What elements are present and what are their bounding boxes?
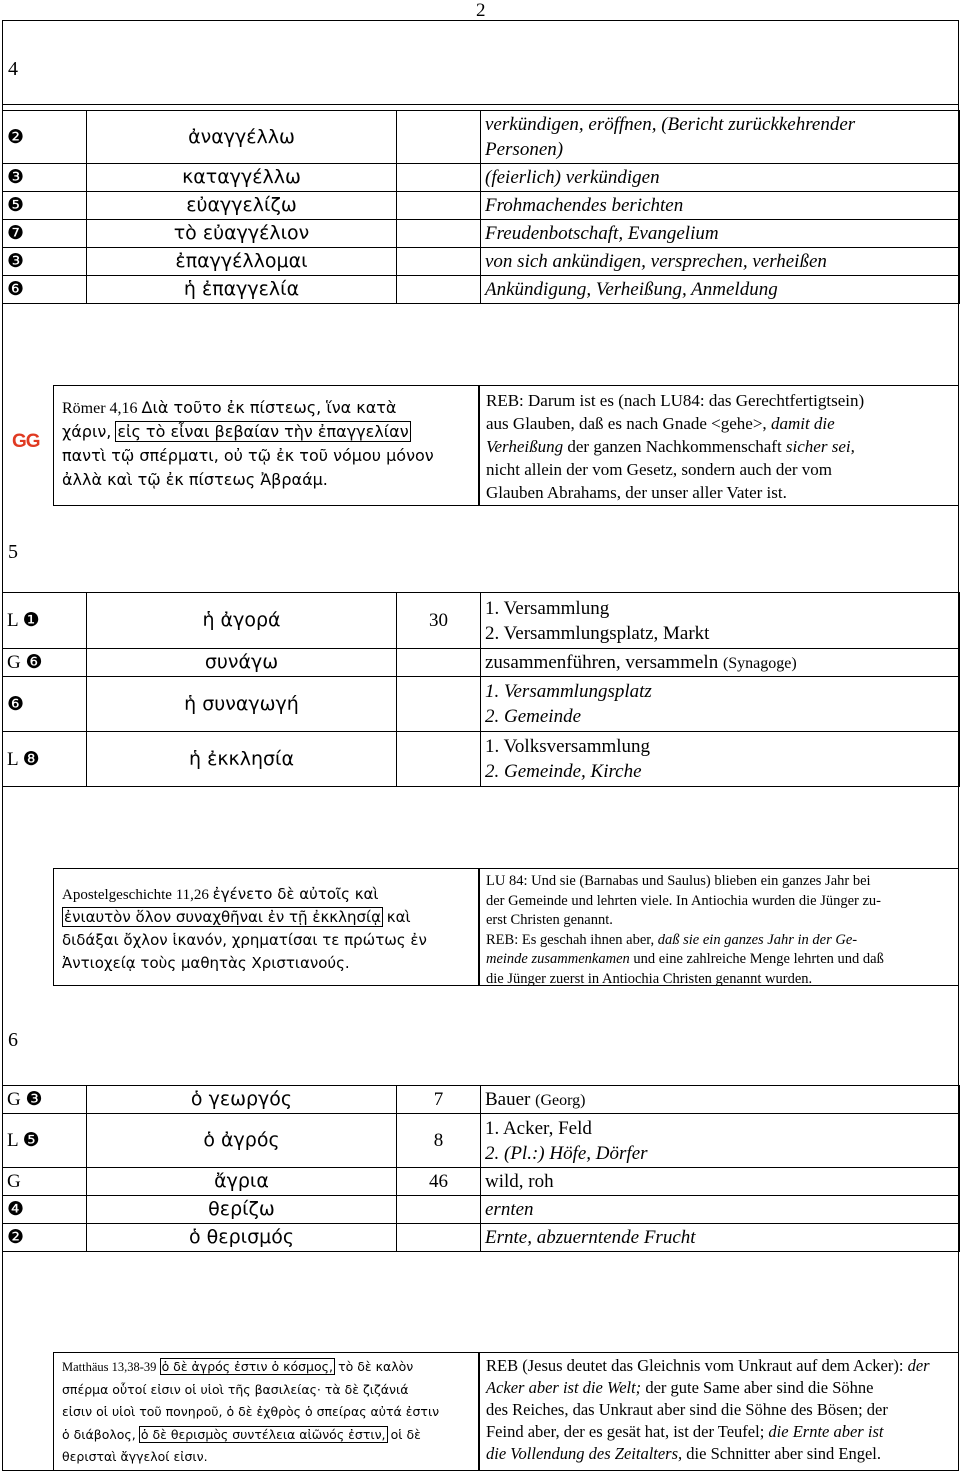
occurrence-count: 8 xyxy=(397,1114,481,1168)
translation-line: Glauben Abrahams, der unser aller Vater ist. xyxy=(486,483,787,502)
occurrence-count: 46 xyxy=(397,1168,481,1196)
vocab-row xyxy=(3,192,960,220)
translation-line: des Reiches, das Unkraut aber sind die Söhne des Bösen; der xyxy=(486,1400,888,1419)
highlighted-phrase: εἰς τὸ εἶναι βεβαίαν τὴν ἐπαγγελίαν xyxy=(117,422,409,441)
count-cell xyxy=(397,276,481,304)
translation-line: REB (Jesus deutet das Gleichnis vom Unkraut auf dem Acker): xyxy=(486,1356,904,1375)
frequency-marker: ❼ xyxy=(3,220,87,248)
frequency-marker: G ❻ xyxy=(3,649,87,677)
citation-greek-text xyxy=(62,883,477,975)
citation-translation-text xyxy=(486,872,956,989)
greek-text: διδάξαι ὄχλον ἱκανόν, χρηματίσαι τε πρώτως ἐν xyxy=(62,931,427,949)
frequency-marker: L ❽ xyxy=(3,732,87,787)
german-meaning: Freudenbotschaft, Evangelium xyxy=(481,220,960,248)
vocab-row xyxy=(3,276,960,304)
section-number-4: 4 xyxy=(8,58,18,80)
german-meaning: 1. Versammlung 2. Versammlungsplatz, Markt xyxy=(481,593,960,649)
frequency-marker: ❹ xyxy=(3,1196,87,1224)
occurrence-count: 30 xyxy=(397,593,481,649)
greek-word: ὁ ἀγρός xyxy=(87,1114,397,1168)
german-meaning: 1. Versammlungsplatz 2. Gemeinde xyxy=(481,677,960,732)
greek-text: σπέρμα οὗτοί εἰσιν οἱ υἱοὶ τῆς βασιλείας· τὰ δὲ ζιζάνιά xyxy=(62,1381,409,1397)
translation-line: der gute Same aber sind die Söhne xyxy=(645,1378,874,1397)
count-cell xyxy=(397,248,481,276)
greek-text: Ἀντιοχείᾳ τοὺς μαθητὰς Χριστιανούς. xyxy=(62,954,350,972)
greek-word: συνάγω xyxy=(87,649,397,677)
greek-text: Διὰ τοῦτο ἐκ πίστεως, ἵνα κατὰ xyxy=(141,398,397,417)
german-meaning: zusammenführen, versammeln (Synagoge) xyxy=(481,649,960,677)
greek-text: ὁ διάβολος, xyxy=(62,1426,136,1442)
german-meaning: Bauer (Georg) xyxy=(481,1086,960,1114)
german-meaning: Frohmachendes berichten xyxy=(481,192,960,220)
translation-line: der ganzen Nachkommenschaft xyxy=(567,437,782,456)
count-cell xyxy=(397,220,481,248)
occurrence-count xyxy=(397,1224,481,1252)
frequency-marker: L ❶ xyxy=(3,593,87,649)
translation-line: REB: Darum ist es (nach LU84: das Gerechtfertigtsein) xyxy=(486,391,865,410)
occurrence-count xyxy=(397,649,481,677)
frequency-marker: ❻ xyxy=(3,677,87,732)
greek-word: ὁ γεωργός xyxy=(87,1086,397,1114)
vocab-row xyxy=(3,677,960,732)
greek-word: ὁ θερισμός xyxy=(87,1224,397,1252)
greek-word: τὸ εὐαγγέλιον xyxy=(87,220,397,248)
greek-word: εὐαγγελίζω xyxy=(87,192,397,220)
german-meaning: wild, roh xyxy=(481,1168,960,1196)
vocab-table-4 xyxy=(2,110,960,304)
frequency-marker: ❸ xyxy=(3,164,87,192)
frequency-marker: ❷ xyxy=(3,111,87,164)
greek-text: ἀλλὰ καὶ τῷ ἐκ πίστεως Ἀβραάμ. xyxy=(62,470,328,489)
citation-translation-text xyxy=(486,1355,956,1465)
section-number-6: 6 xyxy=(8,1029,18,1051)
german-meaning: von sich ankündigen, versprechen, verheißen xyxy=(481,248,960,276)
german-meaning: 1. Acker, Feld 2. (Pl.:) Höfe, Dörfer xyxy=(481,1114,960,1168)
translation-emphasis: meinde zusammenkamen xyxy=(486,951,630,967)
frequency-marker: ❸ xyxy=(3,248,87,276)
translation-emphasis: die Ernte aber ist xyxy=(768,1422,884,1441)
frequency-marker: G ❸ xyxy=(3,1086,87,1114)
german-meaning: (feierlich) verkündigen xyxy=(481,164,960,192)
translation-emphasis: daß sie ein ganzes Jahr in der Ge- xyxy=(657,931,858,948)
occurrence-count xyxy=(397,1196,481,1224)
translation-line: nicht allein der vom Gesetz, sondern auch der vom xyxy=(486,460,833,479)
greek-text: ἐγένετο δὲ αὐτοῖς καὶ xyxy=(212,885,379,903)
translation-line: die Schnitter aber sind Engel. xyxy=(686,1444,882,1463)
translation-emphasis: damit die xyxy=(770,414,835,433)
vocab-row xyxy=(3,593,960,649)
citation-greek-text xyxy=(62,1356,477,1469)
count-cell xyxy=(397,192,481,220)
german-meaning: verkündigen, eröffnen, (Bericht zurückkehrender Personen) xyxy=(481,111,960,164)
vocab-row xyxy=(3,1196,960,1224)
german-meaning: Ernte, abzuerntende Frucht xyxy=(481,1224,960,1252)
german-meaning: 1. Volksversammlung 2. Gemeinde, Kirche xyxy=(481,732,960,787)
translation-line: Feind aber, der es gesät hat, ist der Teufel; xyxy=(486,1422,765,1441)
page-number: 2 xyxy=(476,0,486,21)
occurrence-count: 7 xyxy=(397,1086,481,1114)
translation-line: REB: Es geschah ihnen aber, xyxy=(486,931,655,948)
count-cell xyxy=(397,111,481,164)
citation-greek-text xyxy=(62,396,477,492)
greek-word: ἡ ἐπαγγελία xyxy=(87,276,397,304)
vocab-row xyxy=(3,111,960,164)
section-number-5: 5 xyxy=(8,541,18,563)
frequency-marker: ❻ xyxy=(3,276,87,304)
greek-word: ἀναγγέλλω xyxy=(87,111,397,164)
translation-emphasis: der xyxy=(907,1356,930,1375)
vocab-row xyxy=(3,1086,960,1114)
translation-line: erst Christen genannt. xyxy=(486,912,613,928)
highlighted-phrase: ὁ δὲ ἀγρός ἐστιν ὁ κόσμος, xyxy=(161,1359,333,1374)
vocab-row xyxy=(3,1114,960,1168)
greek-text: οἱ δὲ xyxy=(390,1426,421,1442)
translation-line: aus Glauben, daß es nach Gnade <gehe>, xyxy=(486,414,767,433)
highlighted-phrase: ὁ δὲ θερισμὸς συντέλεια αἰῶνός ἐστιν, xyxy=(140,1426,386,1442)
citation-ref: Apostelgeschichte 11,26 xyxy=(62,887,209,903)
citation-ref: Römer 4,16 xyxy=(62,400,138,417)
greek-text: χάριν, xyxy=(62,422,112,441)
greek-text: εἰσιν οἱ υἱοὶ τοῦ πονηροῦ, ὁ δὲ ἐχθρὸς ὁ σπείρας αὐτά ἐστιν xyxy=(62,1404,440,1419)
highlighted-phrase: ἐνιαυτὸν ὅλον συναχθῆναι ἐν τῇ ἐκκλησίᾳ xyxy=(64,908,381,926)
translation-line: und eine zahlreiche Menge lehrten und daß xyxy=(633,951,884,967)
vocab-table-5 xyxy=(2,592,960,787)
translation-emphasis: Verheißung xyxy=(486,437,564,456)
greek-text: θερισταὶ ἄγγελοί εἰσιν. xyxy=(62,1449,208,1464)
translation-emphasis: Acker aber ist die Welt; xyxy=(486,1378,642,1397)
occurrence-count xyxy=(397,677,481,732)
translation-emphasis: die Vollendung des Zeitalters, xyxy=(486,1444,683,1463)
greek-word: ἡ συναγωγή xyxy=(87,677,397,732)
frequency-marker: G xyxy=(3,1168,87,1196)
translation-line: LU 84: Und sie (Barnabas und Saulus) blieben ein ganzes Jahr bei xyxy=(486,873,871,889)
german-meaning: ernten xyxy=(481,1196,960,1224)
greek-text: τὸ δὲ καλὸν xyxy=(338,1359,414,1374)
translation-line: der Gemeinde und lehrten viele. In Antiochia wurden die Jünger zu- xyxy=(486,892,881,909)
greek-word: ἄγρια xyxy=(87,1168,397,1196)
divider xyxy=(2,104,959,105)
vocab-row xyxy=(3,164,960,192)
greek-word: ἐπαγγέλλομαι xyxy=(87,248,397,276)
vocab-row xyxy=(3,248,960,276)
vocab-row xyxy=(3,1168,960,1196)
vocab-row xyxy=(3,649,960,677)
greek-word: καταγγέλλω xyxy=(87,164,397,192)
greek-word: ἡ ἀγορά xyxy=(87,593,397,649)
vocab-row xyxy=(3,220,960,248)
citation-ref: Matthäus 13,38-39 xyxy=(62,1360,157,1374)
frequency-marker: L ❺ xyxy=(3,1114,87,1168)
citation-translation-text xyxy=(486,389,956,504)
greek-word: θερίζω xyxy=(87,1196,397,1224)
translation-line: die Jünger zuerst in Antiochia Christen genannt wurden. xyxy=(486,970,813,987)
vocab-table-6 xyxy=(2,1085,960,1252)
frequency-marker: ❷ xyxy=(3,1224,87,1252)
frequency-marker: ❺ xyxy=(3,192,87,220)
vocab-row xyxy=(3,732,960,787)
greek-text: καὶ xyxy=(386,908,411,926)
count-cell xyxy=(397,164,481,192)
greek-text: παντὶ τῷ σπέρματι, οὐ τῷ ἐκ τοῦ νόμου μόνον xyxy=(62,446,434,465)
translation-emphasis: sicher sei, xyxy=(785,437,855,456)
greek-word: ἡ ἐκκλησία xyxy=(87,732,397,787)
occurrence-count xyxy=(397,732,481,787)
gg-logo: GG xyxy=(12,431,40,452)
german-meaning: Ankündigung, Verheißung, Anmeldung xyxy=(481,276,960,304)
vocab-row xyxy=(3,1224,960,1252)
